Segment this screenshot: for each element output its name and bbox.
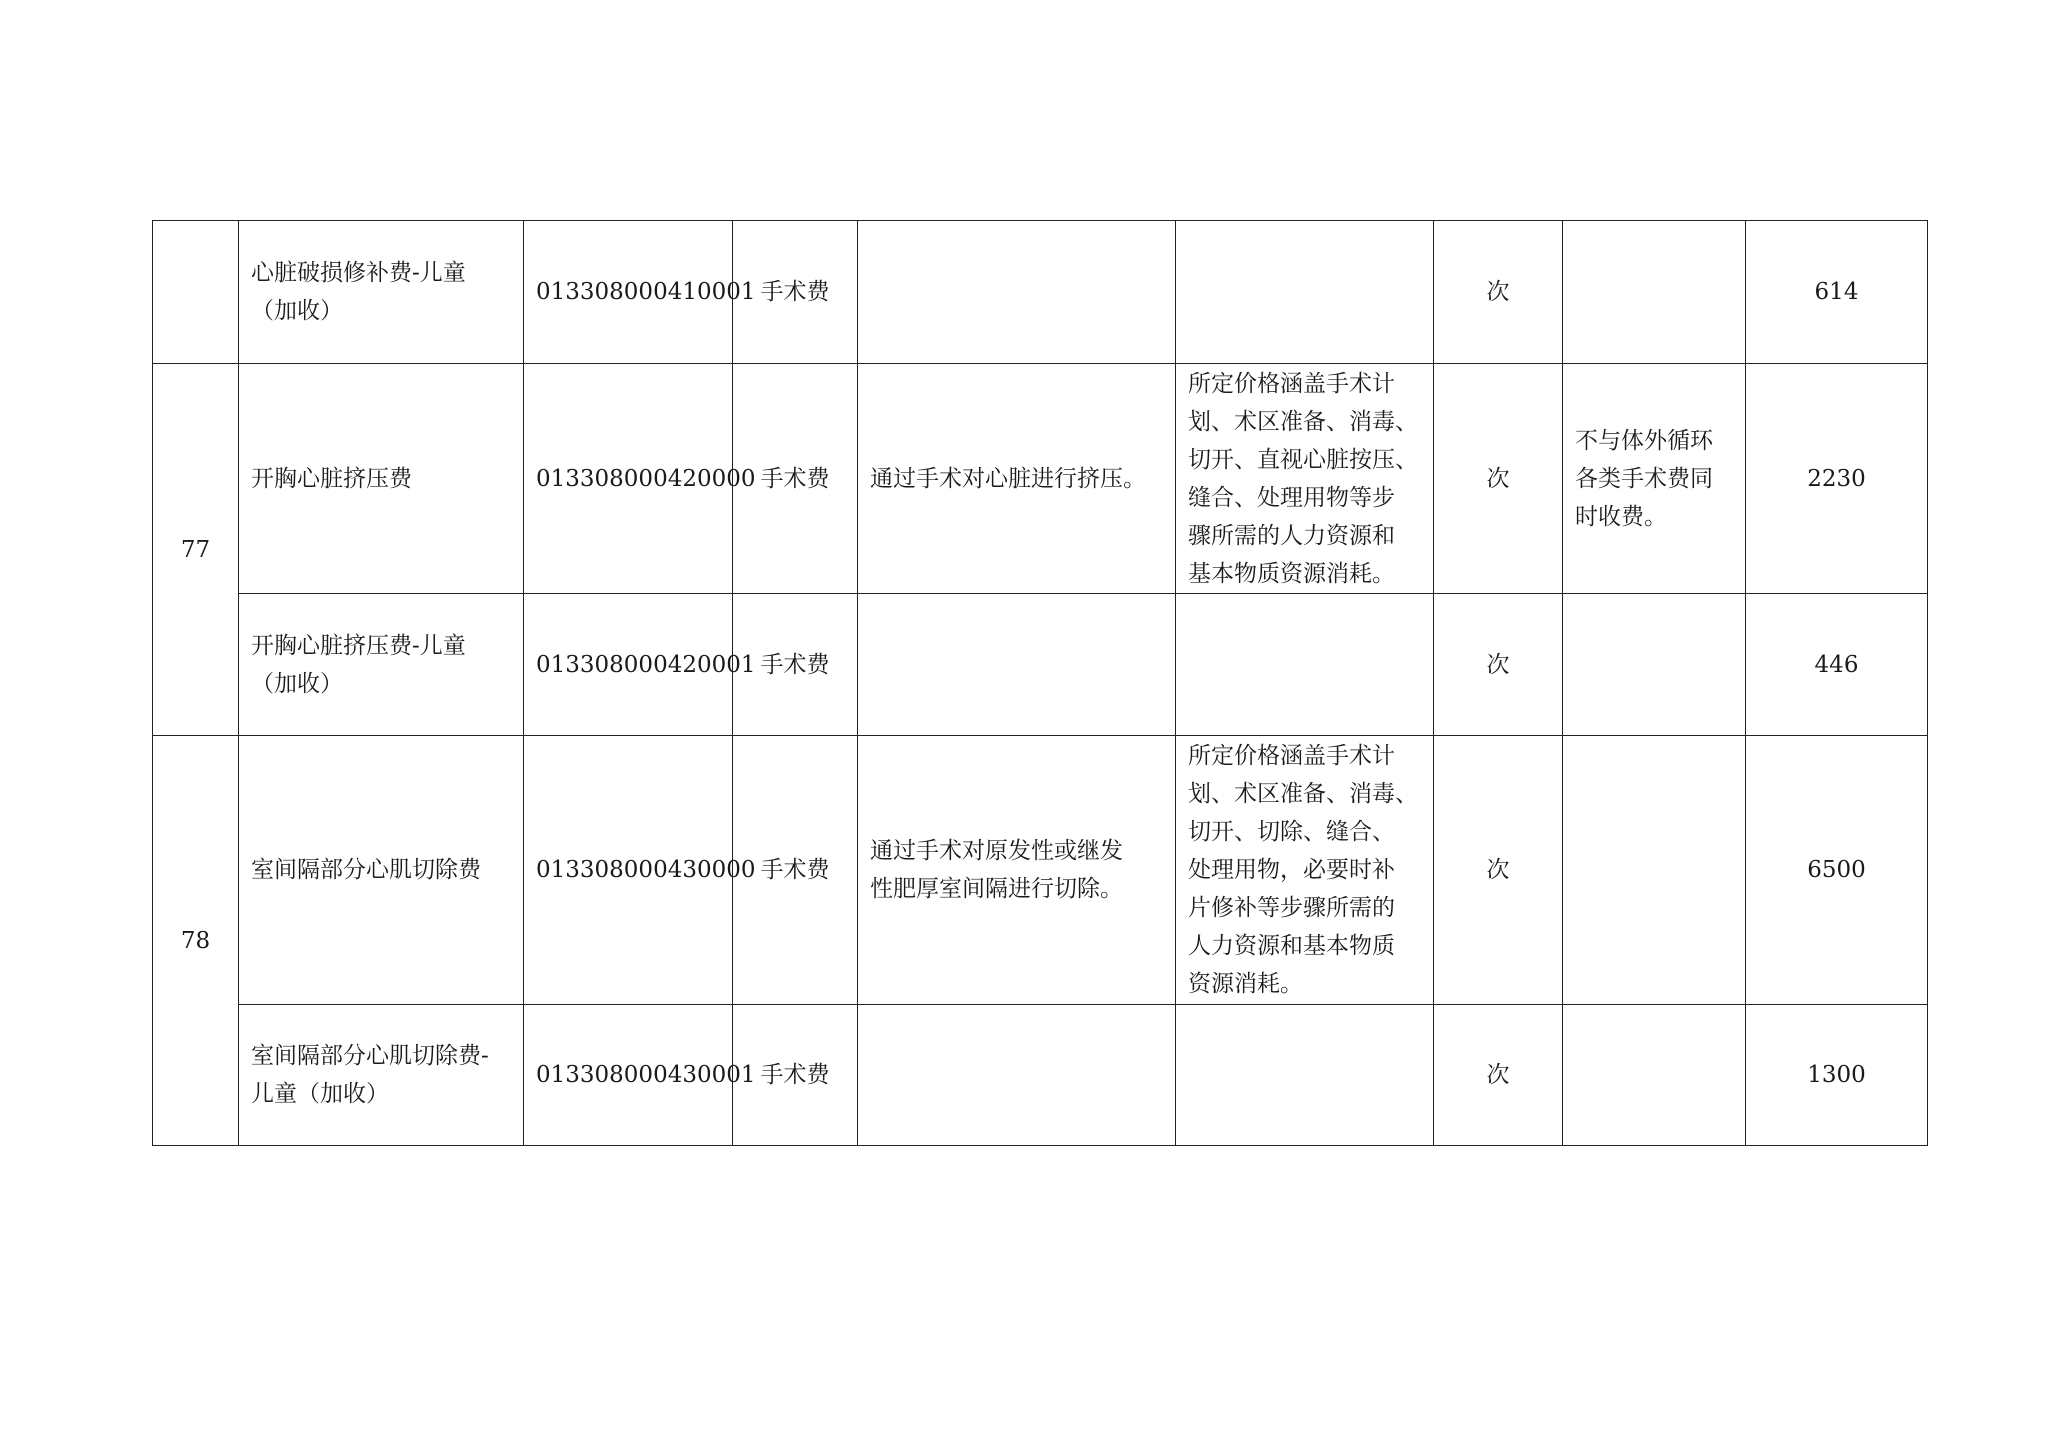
fee-type-cell: 手术费 [733,221,858,364]
item-name-cell [239,736,524,1005]
item-name-cell [239,221,524,364]
note-cell [1563,221,1746,364]
item-name-cell [239,594,524,736]
note-cell [1563,736,1746,1005]
item-code-cell: 013308000420000 [524,364,733,594]
unit-cell: 次 [1434,221,1563,364]
note-cell [1563,364,1746,594]
service-content-cell [858,1005,1176,1146]
service-content: 通过手术对原发性或继发 性肥厚室间隔进行切除。 [870,838,1123,902]
service-content-cell [858,364,1176,594]
unit-cell: 次 [1434,1005,1563,1146]
service-content-cell [858,594,1176,736]
item-code-cell: 013308000410001 [524,221,733,364]
item-name: 开胸心脏挤压费-儿童 （加收） [251,632,466,697]
table-row [153,364,1928,594]
price-cell: 446 [1746,594,1928,736]
item-name-cell [239,1005,524,1146]
item-name: 心脏破损修补费-儿童 （加收） [251,260,466,324]
service-content-cell [858,736,1176,1005]
price-scope-cell [1176,736,1434,1005]
item-code-cell: 013308000430000 [524,736,733,1005]
fee-type-cell: 手术费 [733,594,858,736]
item-name: 室间隔部分心肌切除费 [251,857,481,883]
unit-cell: 次 [1434,736,1563,1005]
price-scope: 所定价格涵盖手术计 划、术区准备、消毒、 切开、切除、缝合、 处理用物，必要时补 片修补等步骤所需的 人力资源和基本物质 资源消耗。 [1188,743,1418,997]
fee-type-cell: 手术费 [733,1005,858,1146]
price-cell: 2230 [1746,364,1928,594]
table-row [153,1005,1928,1146]
item-name: 室间隔部分心肌切除费- 儿童（加收） [251,1043,489,1107]
note-cell [1563,594,1746,736]
price-scope-cell [1176,594,1434,736]
note-cell [1563,1005,1746,1146]
unit-cell: 次 [1434,594,1563,736]
table-row [153,594,1928,736]
fee-type-cell: 手术费 [733,364,858,594]
price-scope-cell [1176,221,1434,364]
price-table [152,220,1928,1146]
price-cell: 6500 [1746,736,1928,1005]
item-code-cell: 013308000430001 [524,1005,733,1146]
price-scope-cell [1176,364,1434,594]
table-row [153,736,1928,1005]
item-code-cell: 013308000420001 [524,594,733,736]
price-cell: 614 [1746,221,1928,364]
service-content-cell [858,221,1176,364]
item-name-cell [239,364,524,594]
fee-type-cell: 手术费 [733,736,858,1005]
service-content: 通过手术对心脏进行挤压。 [870,465,1146,492]
item-number-cell: 77 [153,364,239,736]
price-scope-cell [1176,1005,1434,1146]
price-scope: 所定价格涵盖手术计 划、术区准备、消毒、 切开、直视心脏按压、 缝合、处理用物等步 骤所需的人力资源和 基本物质资源消耗。 [1188,370,1418,587]
item-number-cell [153,221,239,364]
price-cell: 1300 [1746,1005,1928,1146]
unit-cell: 次 [1434,364,1563,594]
item-number-cell: 78 [153,736,239,1146]
note: 不与体外循环 各类手术费同 时收费。 [1575,427,1713,530]
table-row [153,221,1928,364]
item-name: 开胸心脏挤压费 [251,465,412,492]
